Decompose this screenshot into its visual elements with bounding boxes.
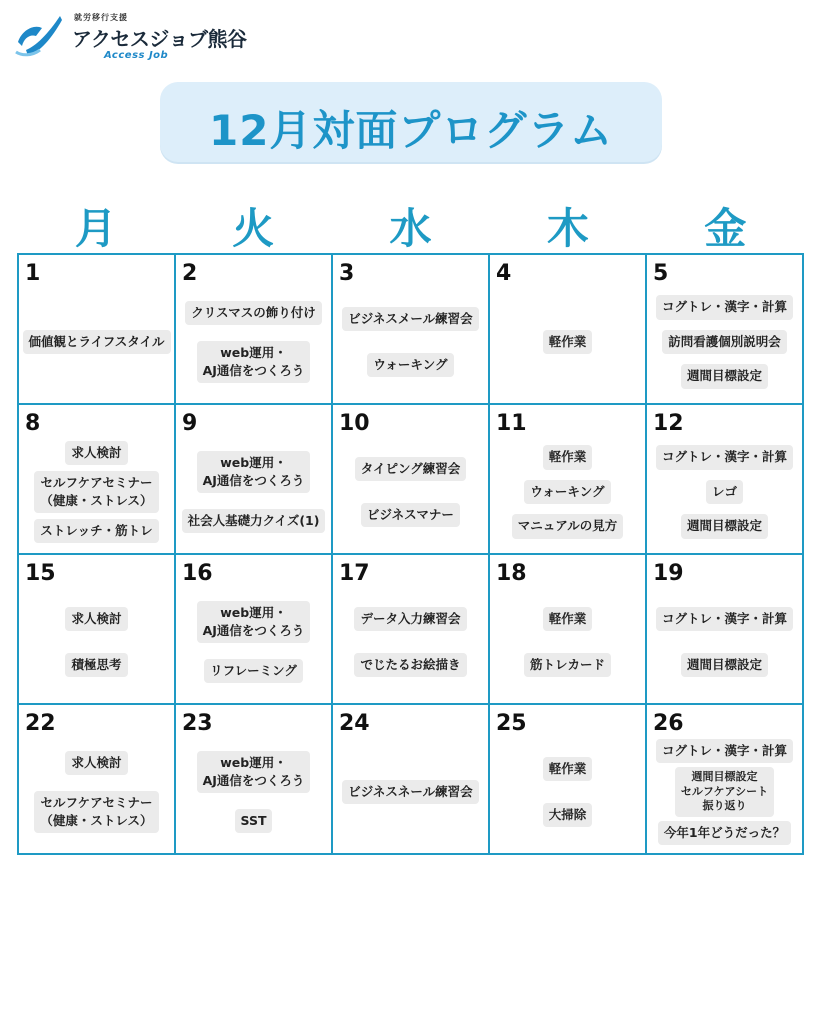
day-number: 1	[25, 261, 41, 286]
day-cell	[176, 405, 333, 555]
event-list	[19, 735, 174, 849]
event-label: ビジネスマナー	[361, 503, 460, 527]
event-list	[333, 285, 488, 399]
event-list	[176, 285, 331, 399]
day-cell	[333, 405, 490, 555]
day-cell	[490, 705, 647, 855]
event-label: リフレーミング	[204, 659, 303, 683]
weekday-wed: 水	[389, 204, 432, 253]
event-label: コグトレ・漢字・計算	[656, 445, 793, 469]
day-cell	[176, 555, 333, 705]
page-title: 12月対面プログラム	[208, 106, 614, 155]
event-label: 軽作業	[543, 330, 593, 354]
event-list	[176, 585, 331, 699]
event-label: ビジネスネール練習会	[342, 780, 478, 804]
day-number: 11	[496, 411, 527, 436]
day-number: 17	[339, 561, 370, 586]
event-list	[333, 735, 488, 849]
day-number: 4	[496, 261, 512, 286]
event-list	[176, 735, 331, 849]
event-label: コグトレ・漢字・計算	[656, 295, 793, 319]
event-label: 週間目標設定	[681, 364, 768, 388]
event-label: レゴ	[706, 480, 743, 504]
day-number: 24	[339, 711, 370, 736]
event-list	[490, 585, 645, 699]
event-label: データ入力練習会	[354, 607, 466, 631]
event-label: コグトレ・漢字・計算	[656, 739, 793, 763]
day-cell	[647, 705, 804, 855]
event-label: 求人検討	[65, 751, 127, 775]
day-number: 23	[182, 711, 213, 736]
event-list	[19, 285, 174, 399]
day-cell	[19, 255, 176, 405]
event-list	[19, 585, 174, 699]
event-label: クリスマスの飾り付け	[185, 301, 322, 325]
day-number: 16	[182, 561, 213, 586]
weekday-tue: 火	[232, 204, 275, 253]
event-list	[490, 435, 645, 549]
event-label: ウォーキング	[524, 480, 610, 504]
event-label: でじたるお絵描き	[354, 653, 466, 677]
weekday-thu: 木	[546, 204, 589, 253]
day-number: 8	[25, 411, 41, 436]
weekday-header	[17, 196, 804, 252]
event-label: web運用・ AJ通信をつくろう	[197, 751, 311, 793]
event-list	[647, 285, 802, 399]
event-label: 求人検討	[65, 441, 127, 465]
day-cell	[19, 705, 176, 855]
day-number: 19	[653, 561, 684, 586]
logo-english: Access Job	[104, 50, 169, 61]
day-cell	[19, 405, 176, 555]
day-number: 5	[653, 261, 669, 286]
day-number: 10	[339, 411, 370, 436]
logo	[12, 10, 247, 62]
calendar-grid	[17, 253, 804, 855]
day-number: 18	[496, 561, 527, 586]
event-label: 大掃除	[543, 803, 593, 827]
day-cell	[333, 555, 490, 705]
logo-subtitle: 就労移行支援	[74, 13, 128, 22]
event-label: 軽作業	[543, 757, 593, 781]
logo-title: アクセスジョブ熊谷	[72, 27, 247, 51]
title-banner	[160, 82, 662, 162]
event-list	[490, 285, 645, 399]
event-list	[333, 585, 488, 699]
day-number: 3	[339, 261, 355, 286]
day-cell	[333, 705, 490, 855]
event-label: 求人検討	[65, 607, 127, 631]
event-label: 週間目標設定	[681, 514, 768, 538]
event-label: 価値観とライフスタイル	[23, 330, 171, 354]
day-number: 9	[182, 411, 198, 436]
day-number: 2	[182, 261, 198, 286]
day-number: 22	[25, 711, 56, 736]
event-list	[333, 435, 488, 549]
event-label: 訪問看護個別説明会	[662, 330, 787, 354]
event-label: 週間目標設定 セルフケアシート 振り返り	[675, 767, 774, 818]
event-label: ビジネスメール練習会	[342, 307, 478, 331]
day-number: 25	[496, 711, 527, 736]
weekday-fri: 金	[704, 204, 747, 253]
event-label: タイピング練習会	[355, 457, 467, 481]
access-job-logo-icon	[12, 12, 64, 60]
day-cell	[490, 555, 647, 705]
event-label: web運用・ AJ通信をつくろう	[197, 341, 311, 383]
event-label: 積極思考	[65, 653, 127, 677]
event-label: 筋トレカード	[524, 653, 611, 677]
event-list	[490, 735, 645, 849]
day-cell	[490, 255, 647, 405]
event-list	[647, 735, 802, 849]
day-cell	[647, 555, 804, 705]
day-number: 15	[25, 561, 56, 586]
event-label: セルフケアセミナー （健康・ストレス）	[34, 791, 158, 833]
event-label: web運用・ AJ通信をつくろう	[197, 601, 311, 643]
event-list	[647, 585, 802, 699]
event-list	[647, 435, 802, 549]
day-number: 12	[653, 411, 684, 436]
day-cell	[176, 705, 333, 855]
day-cell	[176, 255, 333, 405]
event-list	[176, 435, 331, 549]
day-cell	[647, 405, 804, 555]
event-label: 週間目標設定	[681, 653, 768, 677]
event-label: web運用・ AJ通信をつくろう	[197, 451, 311, 493]
weekday-mon: 月	[74, 204, 117, 253]
event-label: SST	[235, 809, 273, 833]
event-label: コグトレ・漢字・計算	[656, 607, 793, 631]
day-cell	[333, 255, 490, 405]
event-label: セルフケアセミナー （健康・ストレス）	[34, 471, 158, 513]
event-label: 軽作業	[543, 607, 593, 631]
event-label: 今年1年どうだった？	[658, 821, 791, 845]
event-list	[19, 435, 174, 549]
event-label: ストレッチ・筋トレ	[34, 519, 158, 543]
event-label: 社会人基礎力クイズ(1)	[182, 509, 326, 533]
day-number: 26	[653, 711, 684, 736]
event-label: マニュアルの見方	[512, 514, 624, 538]
event-label: 軽作業	[543, 445, 593, 469]
event-label: ウォーキング	[367, 353, 453, 377]
day-cell	[19, 555, 176, 705]
day-cell	[647, 255, 804, 405]
day-cell	[490, 405, 647, 555]
